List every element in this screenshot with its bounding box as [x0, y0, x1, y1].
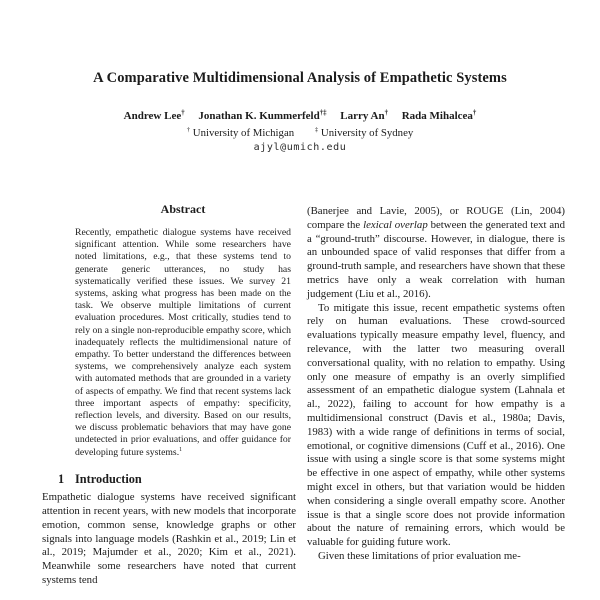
- right-paragraph-1: [307, 205, 565, 302]
- author-name: [198, 110, 326, 122]
- section-number: 1: [58, 471, 65, 486]
- author-affiliation-mark: †‡: [319, 109, 327, 117]
- contact-email: ajyl@umich.edu: [253, 142, 347, 153]
- right-paragraph-3: Given these limitations of prior evaluation me-: [318, 549, 521, 562]
- section-heading-introduction: [58, 472, 296, 487]
- abstract-heading: Abstract: [160, 202, 206, 216]
- affiliation-line: [0, 127, 600, 139]
- affiliation-name: University of Sydney: [320, 127, 414, 139]
- author-affiliation-mark: †: [472, 109, 477, 117]
- author-name-text: Rada Mihalcea: [401, 110, 473, 122]
- affiliation-name: University of Michigan: [192, 127, 295, 139]
- paragraph-text: (Banerjee and Lavie, 2005), or ROUGE (Lin, 2004) compare the: [307, 205, 565, 231]
- paragraph-text: between the generated text and a “ground-truth” discourse. However, in dialogue, there is an unbounded space of valid responses that differ from a ground-truth sample, and researchers have shown that these metrics have only a weak correlation with human judgement (Liu et al., 2016).: [307, 218, 565, 300]
- right-column: [307, 205, 565, 564]
- italic-term: lexical overlap: [363, 218, 428, 231]
- affiliation-mark: ‡: [314, 126, 319, 134]
- author-name-text: Andrew Lee: [123, 110, 182, 122]
- affiliation: [187, 127, 294, 139]
- affiliation: [315, 127, 413, 139]
- author-name: [402, 110, 477, 122]
- author-name: [124, 110, 185, 122]
- footnote-marker: 1: [179, 446, 183, 453]
- author-affiliation-mark: †: [384, 109, 388, 117]
- abstract-text: [75, 227, 291, 459]
- right-paragraph-2: To mitigate this issue, recent empathetic systems often rely on human evaluations. These crowd-sourced evaluations typically measure empathy level, fluency, and relevance, with the latter two measuring overall conversational quality, with no relation to empathy. Using only one measure of empathy is an overly simplified assessment of an empathetic dialogue system (Lahnala et al., 2022), failing to account for how empathy is a multidimensional construct (Davis et al., 1980a; Davis, 1983) with a wide range of definitions in terms of social, emotional, or cognitive dimensions (Cuff et al., 2016). One issue with using a single score is that some systems might be effective in one aspect of empathy, while other systems might excel in others, but that variation would be hidden when considering a single overall empathy score. Another issue is that a single score does not provide information about the nature of remaining errors, which would be valuable for guiding future work.: [307, 301, 565, 549]
- paper-title: A Comparative Multidimensional Analysis of Empathetic Systems: [93, 70, 507, 86]
- abstract-body-text: Recently, empathetic dialogue systems have received significant attention. While some researchers have noted limitations, e.g., that these systems tend to generate generic utterances, no study has systematically verified these issues. We survey 21 systems, asking what progress has been made on the task. We observe multiple limitations of current evaluation procedures. Most critically, studies tend to rely on a single non-reproducible empathy score, which inadequately reflects the multidimensional nature of empathy. To better understand the differences between systems, we comprehensively analyze each system with automated methods that are grounded in a variety of aspects of empathy. We find that recent systems lack three important aspects of empathy: specificity, reflection levels, and diversity. Based on our results, we discuss problematic behaviors that may have gone undetected in prior evaluations, and offer guidance for developing future systems.: [75, 227, 291, 458]
- abstract-section: [42, 202, 296, 459]
- left-column: [42, 202, 296, 588]
- intro-paragraph: Empathetic dialogue systems have received significant attention in recent years, with new models that incorporate emotion, common sense, knowledge graphs or other signals into language models (Rashkin et al., 2019; Lin et al., 2019; Majumder et al., 2020; Kim et al., 2021). Meanwhile some researchers have noted that current systems tend: [42, 490, 296, 587]
- author-name: [340, 110, 388, 122]
- author-affiliation-mark: †: [181, 109, 185, 117]
- author-name-text: Larry An: [340, 110, 385, 122]
- author-line: [0, 110, 600, 122]
- section-title: Introduction: [75, 471, 142, 486]
- affiliation-mark: †: [186, 126, 191, 134]
- author-name-text: Jonathan K. Kummerfeld: [198, 110, 320, 122]
